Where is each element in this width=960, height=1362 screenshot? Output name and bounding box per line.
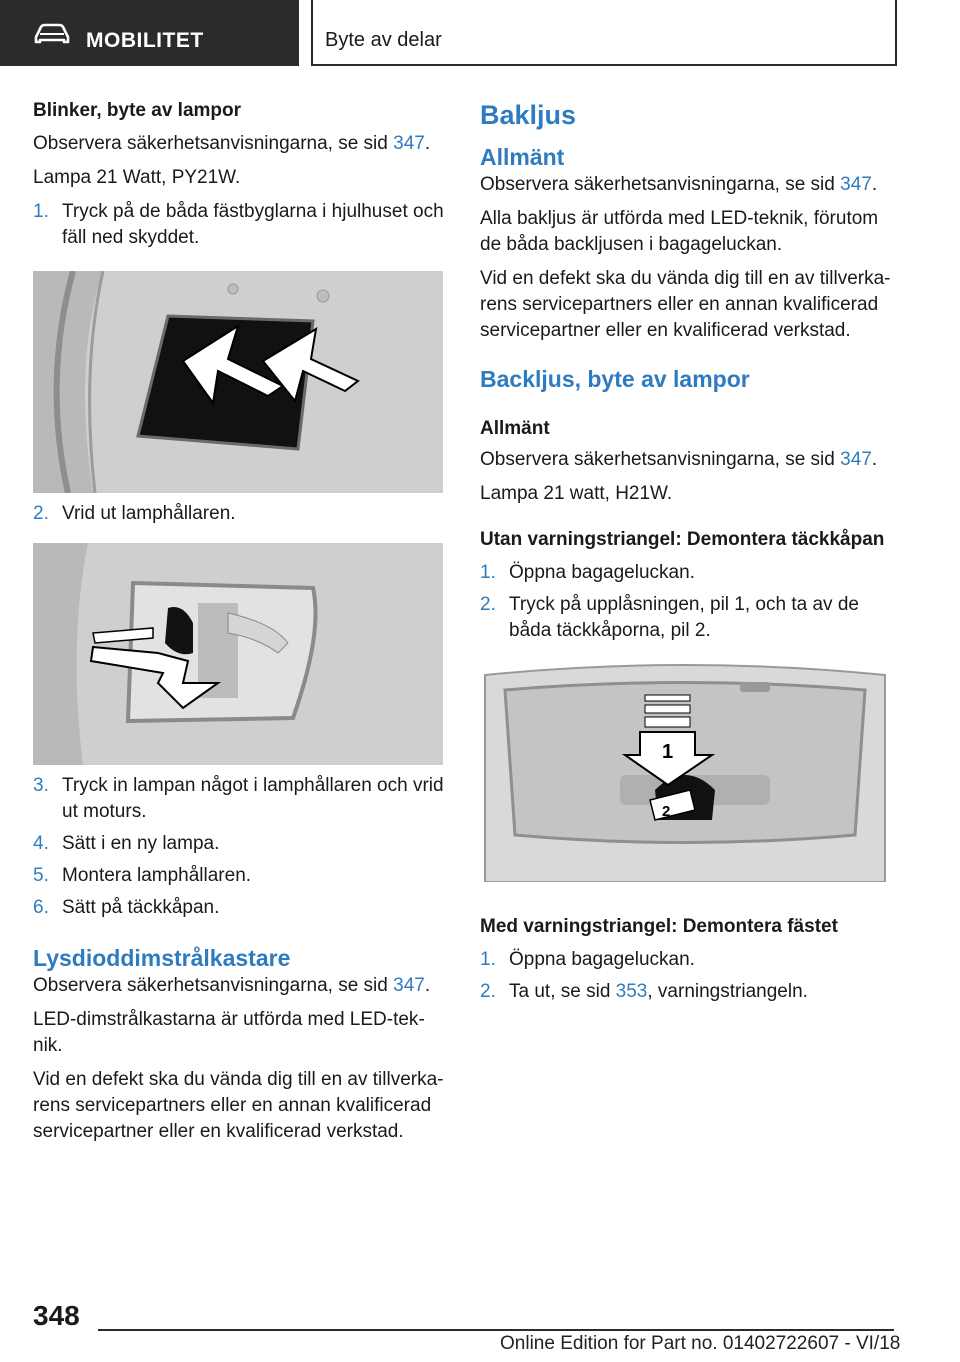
step-text: Vrid ut lamphållaren. (62, 503, 236, 524)
safety-text: Observera säkerhetsanvisningarna, se sid (480, 449, 841, 470)
step-text: Sätt på täckkåpan. (62, 897, 220, 918)
footer-divider (98, 1329, 894, 1331)
left-column (33, 98, 446, 1145)
arrow-label-1: 1 (662, 741, 674, 763)
list-item (33, 199, 446, 251)
safety-suffix: . (424, 133, 431, 154)
page-link[interactable]: 347 (840, 449, 872, 470)
step-text: Öppna bagageluckan. (509, 562, 695, 583)
chapter-title-box (311, 0, 897, 66)
car-icon (34, 23, 70, 45)
list-item (33, 501, 446, 527)
list-item (33, 895, 446, 921)
led-paragraph-2: Vid en defekt ska du vända dig till en av tillverkarens servicepartners eller en annan kvalificerad servicepartner eller en kvalificerad verkstad. (33, 1069, 444, 1142)
led-paragraph-1: LED-dimstrålkastarna är utförda med LED-teknik. (33, 1009, 425, 1056)
blinker-steps (33, 199, 446, 251)
trunk-lid-illustration (480, 660, 890, 882)
list-item (33, 863, 446, 889)
allmant-heading: Allmänt (480, 144, 565, 170)
safety-text: Observera säkerhetsanvisningarna, se sid (33, 975, 394, 996)
list-item (33, 831, 446, 857)
blinker-steps-2 (33, 501, 446, 527)
step-number: 3. (33, 775, 49, 796)
reverse-lamp: Lampa 21 watt, H21W. (480, 483, 673, 504)
step-number: 1. (33, 201, 49, 222)
safety-text: Observera säkerhetsanvisningarna, se sid (33, 133, 394, 154)
step-number: 2. (480, 594, 496, 615)
blinker-heading: Blinker, byte av lampor (33, 100, 242, 121)
general-paragraph-2: Vid en defekt ska du vända dig till en av tillverkarens servicepartners eller en annan kvalificerad servicepartner eller en kvalificerad verkstad. (480, 268, 891, 341)
list-item (33, 773, 446, 825)
page-link[interactable]: 353 (615, 981, 648, 1002)
step-text: Sätt i en ny lampa. (62, 833, 220, 854)
right-column (480, 98, 893, 1005)
list-item (480, 947, 893, 973)
arrow-label-2: 2 (662, 803, 671, 820)
list-item (480, 560, 893, 586)
step-text-suffix: , varningstriangeln. (647, 981, 808, 1002)
step-number: 2. (33, 503, 49, 524)
step-number: 5. (33, 865, 49, 886)
general-paragraph-1: Alla bakljus är utförda med LED-teknik, förutom de båda backljusen i bagageluckan. (480, 208, 879, 255)
page-link[interactable]: 347 (393, 975, 425, 996)
list-item (480, 592, 893, 644)
reverse-safety-note (480, 447, 893, 473)
step-text: Tryck på upplåsningen, pil 1, och ta av de båda täckkåporna, pil 2. (509, 594, 859, 641)
list-item (480, 979, 893, 1005)
led-safety-note (33, 973, 446, 999)
step-number: 6. (33, 897, 49, 918)
without-triangle-steps (480, 560, 893, 644)
blinker-safety-note (33, 131, 446, 157)
step-number: 1. (480, 562, 496, 583)
step-text: Öppna bagageluckan. (509, 949, 695, 970)
step-number: 1. (480, 949, 496, 970)
blinker-steps-3 (33, 773, 446, 921)
step-text: Ta ut, se sid (509, 981, 616, 1002)
lamp-holder-illustration (33, 543, 443, 765)
general-safety-note (480, 172, 893, 198)
section-tab (0, 0, 299, 66)
with-triangle-step-2 (480, 979, 893, 1005)
step-text: Montera lamphållaren. (62, 865, 252, 886)
reverse-general-heading: Allmänt (480, 418, 550, 439)
with-triangle-heading: Med varningstriangel: Demontera fästet (480, 916, 838, 937)
step-number: 2. (480, 981, 496, 1002)
safety-text: Observera säkerhetsanvisningarna, se sid (480, 174, 841, 195)
safety-suffix: . (871, 174, 878, 195)
wheel-housing-illustration (33, 271, 443, 493)
backljus-heading: Backljus, byte av lampor (480, 366, 750, 392)
page-number: 348 (33, 1300, 80, 1331)
safety-suffix: . (424, 975, 431, 996)
step-text: Tryck in lampan något i lamphållaren och vrid ut moturs. (62, 775, 444, 822)
chapter-title: Byte av delar (325, 29, 442, 51)
without-triangle-heading: Utan varningstriangel: Demontera täckkåpan (480, 529, 885, 550)
blinker-lamp: Lampa 21 Watt, PY21W. (33, 167, 241, 188)
safety-suffix: . (871, 449, 878, 470)
page-link[interactable]: 347 (393, 133, 425, 154)
page-link[interactable]: 347 (840, 174, 872, 195)
led-heading: Lysdioddimstrålkastare (33, 945, 291, 971)
step-number: 4. (33, 833, 49, 854)
bakljus-heading: Bakljus (480, 100, 577, 130)
with-triangle-steps (480, 947, 893, 973)
step-text: Tryck på de båda fästbyglarna i hjulhuset och fäll ned skyddet. (62, 201, 444, 248)
section-label: MOBILITET (86, 29, 204, 52)
edition-note: Online Edition for Part no. 01402722607 - VI/18 (500, 1333, 901, 1354)
